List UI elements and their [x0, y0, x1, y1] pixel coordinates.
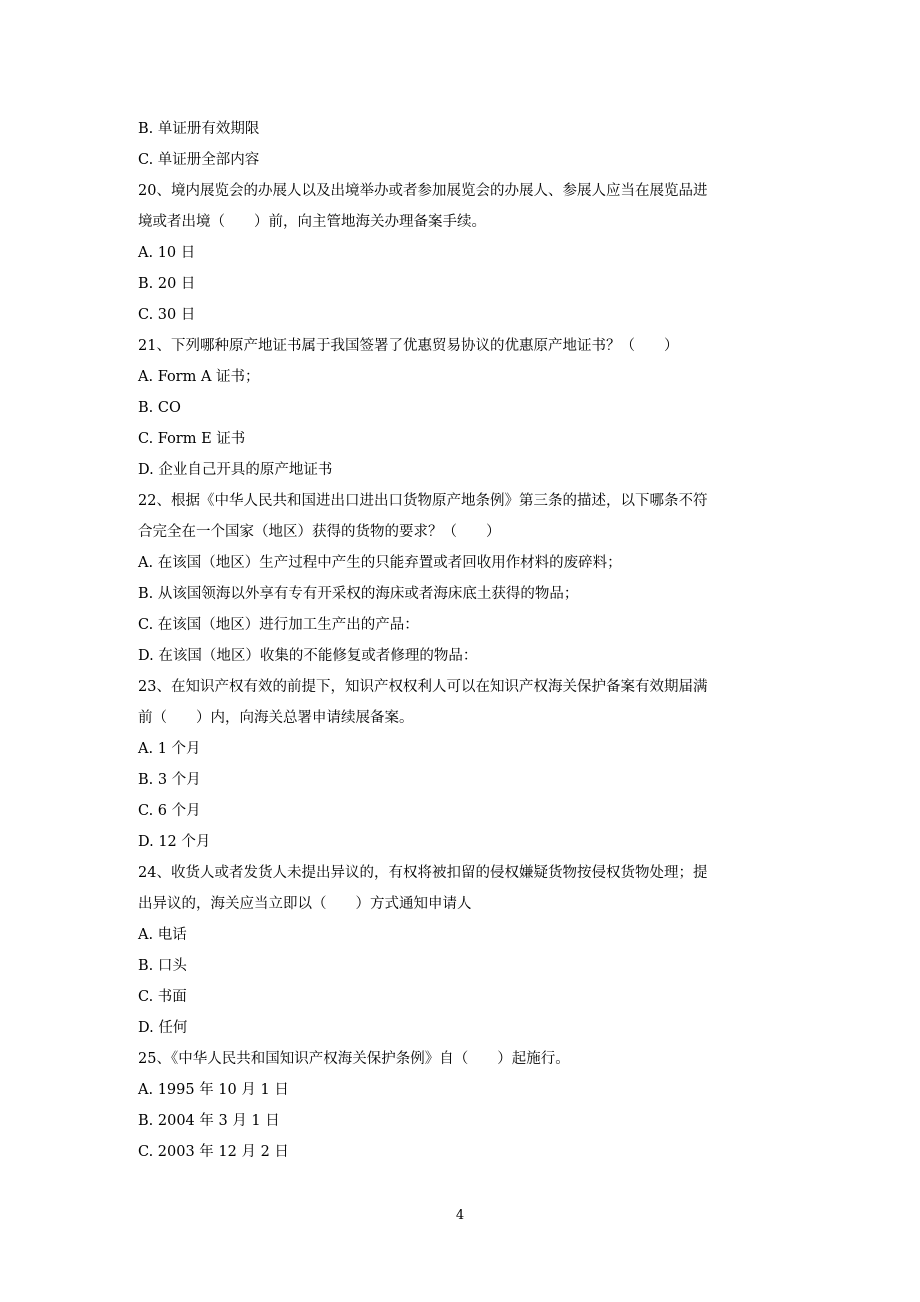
page-content [138, 114, 778, 1168]
option-line: C. 单证册全部内容 [138, 152, 260, 168]
question-line: 合完全在一个国家（地区）获得的货物的要求？（ ） [138, 524, 501, 540]
option-line: C. 6 个月 [138, 803, 201, 819]
option-line: A. 电话 [138, 927, 187, 943]
option-line: B. 口头 [138, 958, 187, 974]
option-line: B. 3 个月 [138, 772, 201, 788]
question-line: 22、根据《中华人民共和国进出口进出口货物原产地条例》第三条的描述，以下哪条不符 [138, 493, 708, 509]
page-number: 4 [455, 1208, 465, 1223]
question-line: 25、《中华人民共和国知识产权海关保护条例》自（ ）起施行。 [138, 1051, 570, 1067]
question-line: 23、在知识产权有效的前提下，知识产权权利人可以在知识产权海关保护备案有效期届满 [138, 679, 708, 695]
option-line: A. 1 个月 [138, 741, 201, 757]
option-line: C. Form E 证书 [138, 431, 246, 447]
question-line: 前（ ）内，向海关总署申请续展备案。 [138, 710, 414, 726]
option-line: A. 在该国（地区）生产过程中产生的只能弃置或者回收用作材料的废碎料； [138, 555, 622, 571]
option-line: A. 1995 年 10 月 1 日 [138, 1082, 289, 1098]
option-line: D. 企业自己开具的原产地证书 [138, 462, 333, 478]
question-line: 20、境内展览会的办展人以及出境举办或者参加展览会的办展人、参展人应当在展览品进 [138, 183, 708, 199]
option-line: D. 任何 [138, 1020, 188, 1036]
option-line: C. 2003 年 12 月 2 日 [138, 1144, 289, 1160]
question-line: 21、下列哪种原产地证书属于我国签署了优惠贸易协议的优惠原产地证书？（ ） [138, 338, 679, 354]
option-line: B. CO [138, 400, 181, 416]
option-line: C. 在该国（地区）进行加工生产出的产品： [138, 617, 419, 633]
option-line: B. 2004 年 3 月 1 日 [138, 1113, 280, 1129]
option-line: B. 单证册有效期限 [138, 121, 260, 137]
question-line: 24、收货人或者发货人未提出异议的，有权将被扣留的侵权嫌疑货物按侵权货物处理；提 [138, 865, 708, 881]
option-line: B. 20 日 [138, 276, 196, 292]
option-line: A. 10 日 [138, 245, 196, 261]
option-line: C. 30 日 [138, 307, 196, 323]
question-line: 出异议的，海关应当立即以（ ）方式通知申请人 [138, 896, 472, 912]
question-line: 境或者出境（ ）前，向主管地海关办理备案手续。 [138, 214, 486, 230]
option-line: B. 从该国领海以外享有专有开采权的海床或者海床底土获得的物品； [138, 586, 579, 602]
option-line: A. Form A 证书； [138, 369, 260, 385]
option-line: D. 12 个月 [138, 834, 211, 850]
option-line: D. 在该国（地区）收集的不能修复或者修理的物品： [138, 648, 478, 664]
option-line: C. 书面 [138, 989, 187, 1005]
